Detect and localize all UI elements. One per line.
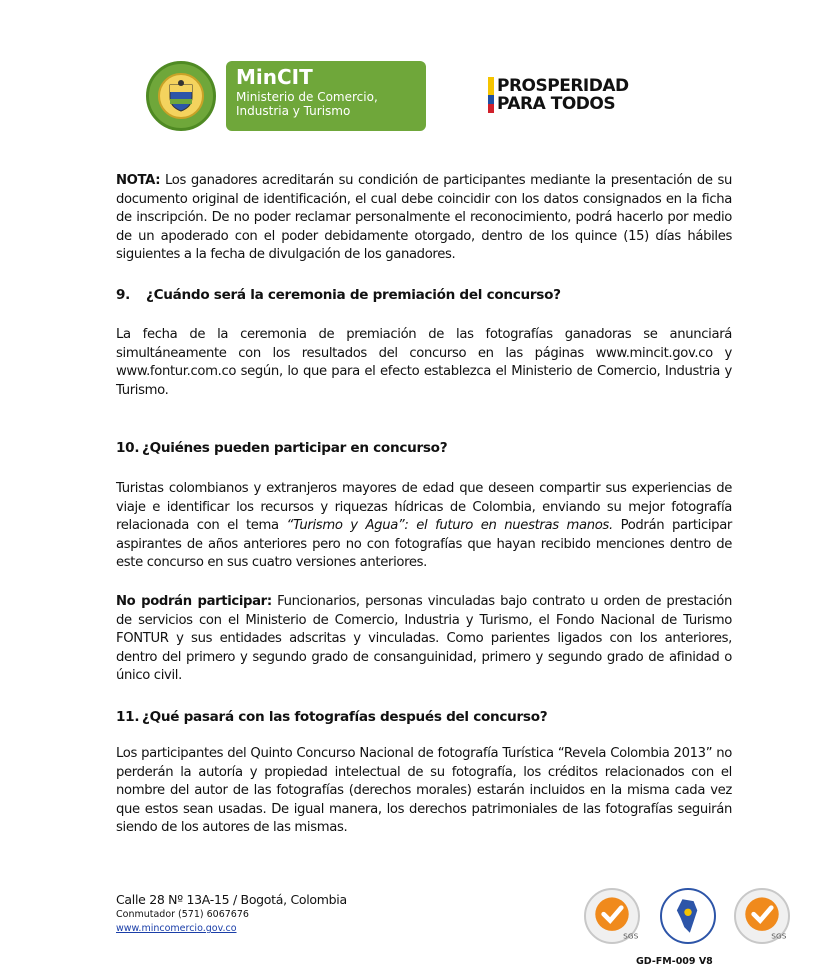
slogan-line2: PARA TODOS	[497, 94, 616, 114]
nota-paragraph	[116, 172, 732, 265]
section-11-number: 11.	[116, 709, 140, 725]
section-9-paragraph: La fecha de la ceremonia de premiación de las fotografías ganadoras se anunciará simultáneamente con los resultados del concurso en las páginas www.mincit.gov.co y www.fontur.com.co según, lo que para el efecto establezca el Ministerio de Comercio, Industria y Turismo.	[116, 327, 732, 398]
exclusions-text: Funcionarios, personas vinculadas bajo contrato u orden de prestación de servicios con el Ministerio de Comercio, Industria y Turismo, el Fondo Nacional de Turismo FONTUR y sus entidades adscritas y vinculadas. Como parientes ligados con los anteriores, dentro del primero y segundo grado de consanguinidad, primero y segundo grado de afinidad o único civil.	[116, 594, 732, 683]
colombia-map-icon	[662, 890, 714, 942]
checkmark-badge-icon	[736, 890, 788, 942]
coat-of-arms-icon	[158, 73, 204, 119]
letterhead	[146, 58, 646, 134]
section-10-title: ¿Quiénes pueden participar en concurso?	[142, 440, 448, 456]
section-10-paragraph	[116, 480, 732, 573]
footer-phone: Conmutador (571) 6067676	[116, 909, 249, 920]
colombia-flag-icon	[488, 77, 494, 113]
section-10-text-b: Podrán participar aspirantes de años anteriores pero no con fotografías que hayan recibido menciones dentro de este concurso en sus cuatro versiones anteriores.	[116, 518, 732, 570]
section-10-number: 10.	[116, 440, 140, 456]
exclusions-label: No podrán participar:	[116, 594, 272, 609]
footer-website-link[interactable]: www.mincomercio.gov.co	[116, 923, 237, 934]
section-11-heading	[116, 709, 547, 725]
ministry-name-line1: Ministerio de Comercio,	[236, 90, 378, 104]
section-10-heading	[116, 440, 447, 456]
cert-label-left: SGS	[623, 931, 638, 941]
section-9-number: 9.	[116, 287, 131, 303]
nota-label: NOTA:	[116, 173, 161, 188]
colombia-coat-of-arms-seal	[146, 61, 216, 131]
ministry-name-line2: Industria y Turismo	[236, 104, 351, 118]
section-11-paragraph: Los participantes del Quinto Concurso Nacional de fotografía Turística “Revela Colombia 2013” no perderán la autoría y propiedad intelectual de su fotografía, los créditos relacionados con el nombre del autor de las fotografías (derechos morales) estarán incluidos en la misma cada vez que estos sean usadas. De igual manera, los derechos patrimoniales de las fotografías seguirán siendo de los autores de las mismas.	[116, 746, 732, 835]
nota-text: Los ganadores acreditarán su condición de participantes mediante la presentación de su documento original de identificación, el cual debe coincidir con los datos consignados en la ficha de inscripción. De no poder reclamar personalmente el reconocimiento, podrá hacerlo por medio de un apoderado con el poder debidamente otorgado, dentro de los quince (15) días hábiles siguientes a la fecha de divulgación de los ganadores.	[116, 173, 732, 262]
colombia-map-certification-badge	[660, 888, 716, 944]
section-9-title: ¿Cuándo será la ceremonia de premiación del concurso?	[146, 287, 561, 303]
section-11-title: ¿Qué pasará con las fotografías después del concurso?	[142, 709, 548, 725]
footer-address: Calle 28 Nº 13A-15 / Bogotá, Colombia	[116, 892, 347, 907]
section-9-heading	[116, 287, 561, 303]
slogan-line1: PROSPERIDAD	[497, 76, 629, 96]
footer-contact	[116, 892, 347, 936]
mincit-logo	[226, 61, 426, 131]
contest-theme: “Turismo y Agua”: el futuro en nuestras manos.	[286, 518, 613, 533]
sgs-certification-badge-right	[734, 888, 790, 944]
checkmark-badge-icon	[586, 890, 638, 942]
section-10-text-a: Turistas colombianos y extranjeros mayores de edad que deseen compartir sus experiencias de viaje e identificar los recursos y riquezas hídricas de Colombia, enviando su mejor fotografía relacionada con el tema	[116, 481, 732, 533]
prosperidad-logo	[488, 75, 629, 115]
document-code: GD-FM-009 V8	[636, 956, 713, 967]
ministry-short-name: MinCIT	[236, 65, 313, 89]
cert-label-right: SGS	[771, 931, 787, 941]
exclusions-paragraph	[116, 593, 732, 686]
sgs-certification-badge-left	[584, 888, 640, 944]
